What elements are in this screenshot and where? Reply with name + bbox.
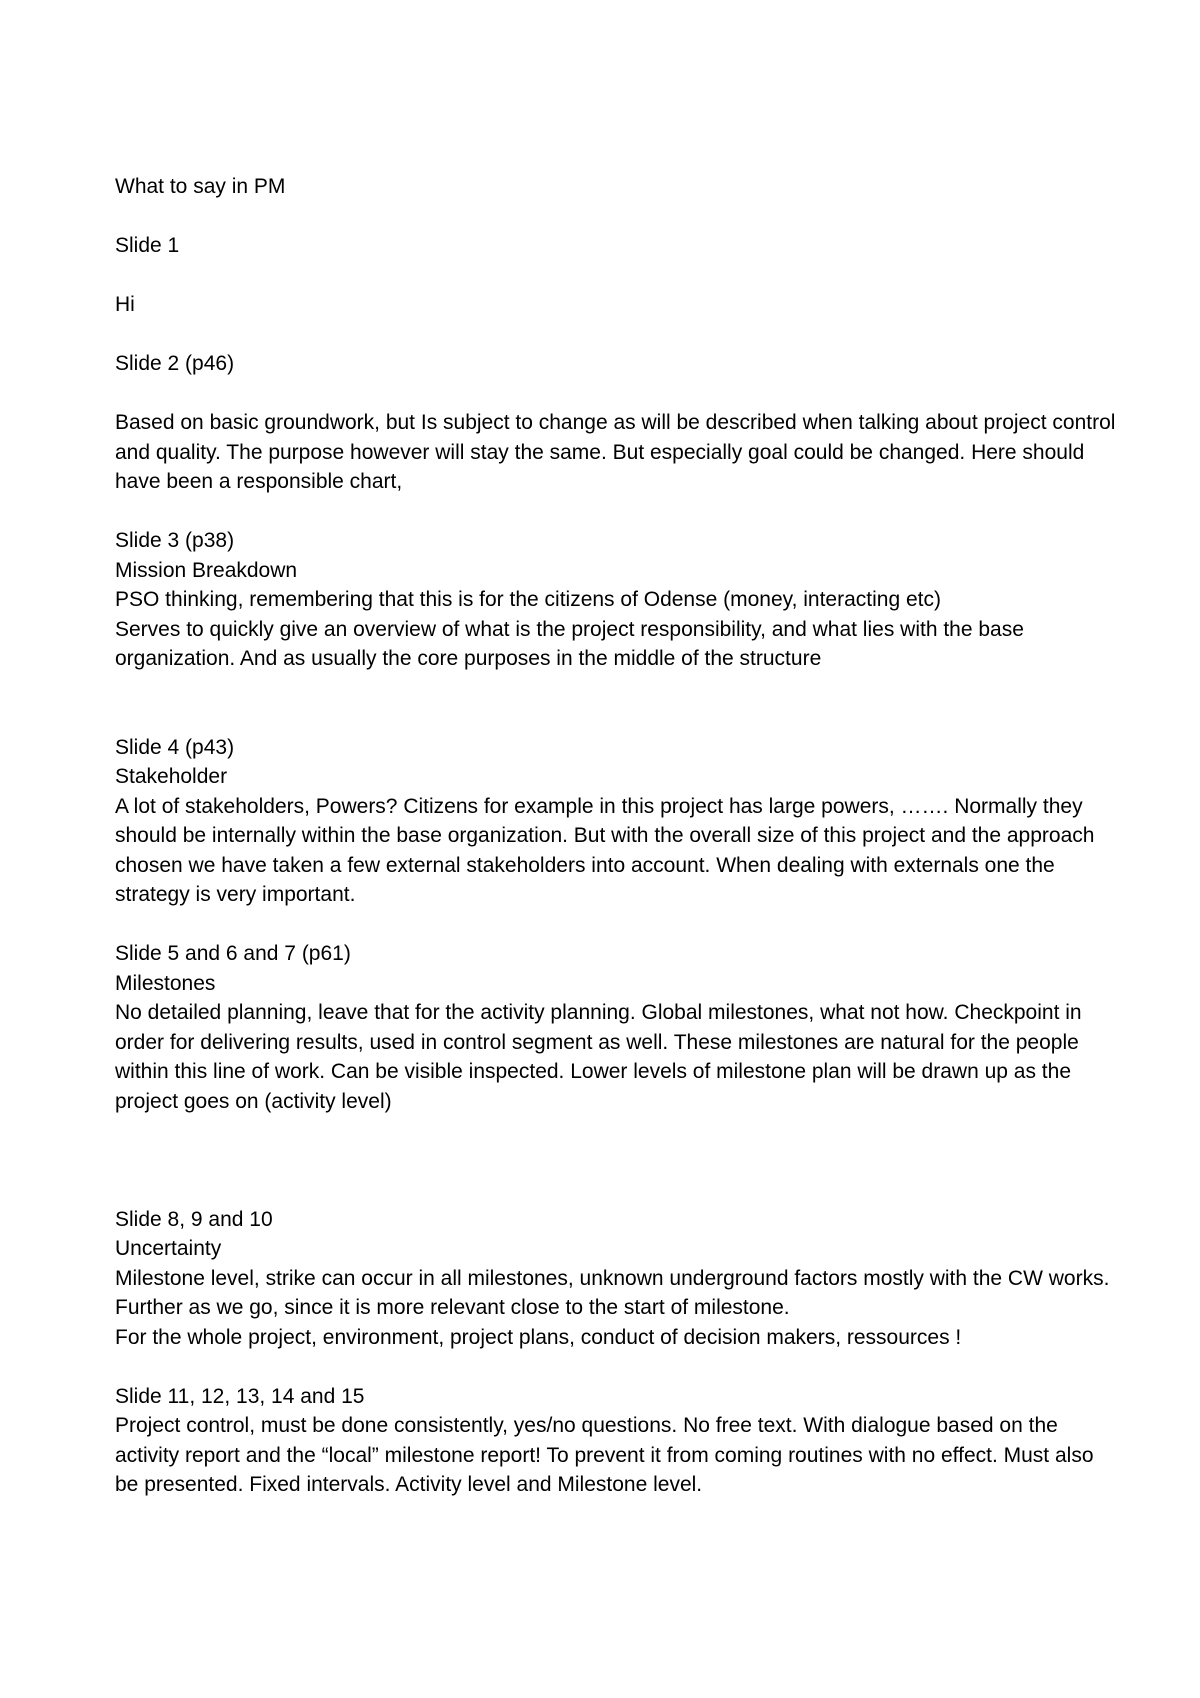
section-paragraph: Hi (115, 293, 135, 316)
section-paragraph: For the whole project, environment, project plans, conduct of decision makers, ressources ! (115, 1325, 962, 1349)
spacer (115, 497, 1120, 527)
spacer (115, 202, 1120, 232)
section-paragraph: A lot of stakeholders, Powers? Citizens for example in this project has large powers, ……. Normally they should be internally within the base organization. But with the overall size of this project and the approach chosen we have taken a few external stakeholders into account. When dealing with externals one the strategy is very important. (115, 794, 1101, 906)
section-slide-8-10 (115, 1205, 1120, 1353)
spacer (115, 910, 1120, 940)
document-title: What to say in PM (115, 175, 286, 198)
section-paragraph: Milestone level, strike can occur in all milestones, unknown underground factors mostly with the CW works. Further as we go, since it is more relevant close to the start of milestone. (115, 1266, 1116, 1319)
spacer (115, 1116, 1120, 1205)
section-subheading: Uncertainty (115, 1237, 222, 1260)
section-slide-1 (115, 231, 1120, 320)
section-heading: Slide 11, 12, 13, 14 and 15 (115, 1384, 365, 1408)
section-subheading: Mission Breakdown (115, 558, 298, 582)
section-heading: Slide 8, 9 and 10 (115, 1207, 273, 1231)
section-heading: Slide 3 (p38) (115, 529, 235, 552)
section-subheading: Milestones (115, 971, 216, 995)
section-heading: Slide 5 and 6 and 7 (p61) (115, 942, 351, 965)
section-slide-5-7 (115, 939, 1120, 1116)
spacer (115, 261, 1120, 291)
section-heading: Slide 4 (p43) (115, 735, 235, 759)
section-paragraph: Based on basic groundwork, but Is subject to change as will be described when talking about project control and quality. The purpose however will stay the same. But especially goal could be changed. Here should have been a responsible chart, (115, 411, 1122, 493)
spacer (115, 379, 1120, 409)
spacer (115, 674, 1120, 733)
spacer (115, 1352, 1120, 1382)
section-slide-3 (115, 526, 1120, 674)
section-paragraph: No detailed planning, leave that for the activity planning. Global milestones, what not how. Checkpoint in order for delivering results, used in control segment as well. These milestones are natural for the people within this line of work. Can be visible inspected. Lower levels of milestone plan will be drawn up as the project goes on (activity level) (115, 1001, 1088, 1113)
section-paragraph: PSO thinking, remembering that this is for the citizens of Odense (money, interacting etc) (115, 588, 941, 611)
section-slide-4 (115, 733, 1120, 910)
section-slide-2 (115, 349, 1120, 497)
section-heading: Slide 1 (115, 234, 180, 257)
section-paragraph: Serves to quickly give an overview of what is the project responsibility, and what lies with the base organization. And as usually the core purposes in the middle of the structure (115, 617, 1030, 670)
section-subheading: Stakeholder (115, 765, 228, 788)
section-paragraph: Project control, must be done consistently, yes/no questions. No free text. With dialogue based on the activity report and the “local” milestone report! To prevent it from coming routines with no effect. Must also be presented. Fixed intervals. Activity level and Milestone level. (115, 1414, 1100, 1496)
section-heading: Slide 2 (p46) (115, 352, 235, 375)
spacer (115, 320, 1120, 350)
section-slide-11-15 (115, 1382, 1120, 1500)
